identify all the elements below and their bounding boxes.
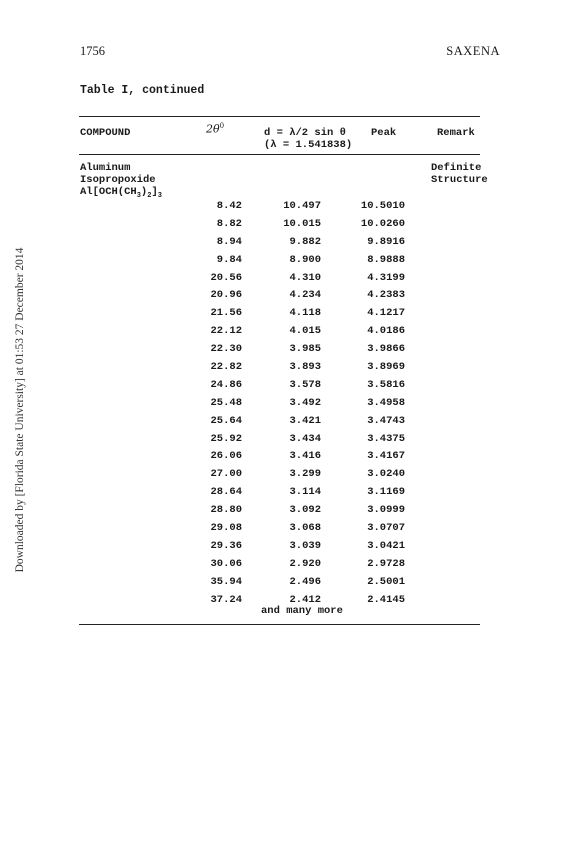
compound-line-2: Isopropoxide bbox=[80, 174, 156, 186]
cell-d-spacing: 4.234 bbox=[289, 289, 321, 302]
compound-name bbox=[80, 162, 162, 202]
cell-peak: 3.0421 bbox=[367, 539, 405, 552]
header-d-spacing: d = λ/2 sin θ bbox=[264, 127, 346, 139]
formula-sub-3: 3 bbox=[157, 192, 162, 201]
cell-peak: 3.4743 bbox=[367, 414, 405, 427]
table-row bbox=[0, 307, 576, 325]
table-row bbox=[0, 522, 576, 540]
cell-d-spacing: 10.015 bbox=[283, 217, 321, 230]
cell-d-spacing: 4.310 bbox=[289, 271, 321, 284]
compound-line-1: Aluminum bbox=[80, 162, 131, 174]
table-row bbox=[0, 361, 576, 379]
cell-d-spacing: 9.882 bbox=[289, 235, 321, 248]
cell-d-spacing: 3.299 bbox=[289, 468, 321, 481]
cell-d-spacing: 3.985 bbox=[289, 343, 321, 356]
cell-d-spacing: 3.492 bbox=[289, 396, 321, 409]
cell-peak: 10.5010 bbox=[360, 200, 405, 212]
cell-peak: 2.5001 bbox=[367, 575, 405, 588]
cell-d-spacing: 2.920 bbox=[289, 557, 321, 570]
table-top-rule bbox=[79, 116, 480, 117]
header-two-theta-sup: 0 bbox=[219, 122, 225, 130]
cell-d-spacing: 3.434 bbox=[289, 432, 321, 445]
cell-two-theta: 25.92 bbox=[210, 432, 242, 445]
formula-part-b: ) bbox=[140, 186, 148, 198]
cell-two-theta: 29.36 bbox=[210, 539, 242, 552]
table-caption: Table I, continued bbox=[80, 84, 205, 97]
formula-part-c: ] bbox=[151, 186, 158, 198]
cell-d-spacing: 3.578 bbox=[289, 378, 321, 391]
cell-peak: 8.9888 bbox=[367, 253, 405, 266]
remark bbox=[431, 162, 488, 186]
running-head: SAXENA bbox=[446, 44, 500, 58]
table-bottom-rule bbox=[79, 624, 480, 625]
formula-part-a: Al[OCH(CH bbox=[80, 186, 137, 198]
remark-line-1: Definite bbox=[431, 162, 482, 174]
header-two-theta-text: 2θ bbox=[206, 122, 220, 136]
cell-two-theta: 24.86 bbox=[210, 378, 242, 391]
cell-d-spacing: 3.893 bbox=[289, 361, 321, 374]
header-remark: Remark bbox=[437, 127, 475, 139]
cell-peak: 3.0999 bbox=[367, 504, 405, 517]
cell-peak: 3.0707 bbox=[367, 522, 405, 535]
table-row bbox=[0, 200, 576, 218]
cell-d-spacing: 2.496 bbox=[289, 575, 321, 588]
table-row bbox=[0, 272, 576, 290]
cell-peak: 3.8969 bbox=[367, 361, 405, 374]
header-compound: COMPOUND bbox=[80, 127, 131, 139]
cell-two-theta: 22.12 bbox=[210, 325, 242, 338]
header-peak: Peak bbox=[371, 127, 397, 139]
cell-peak: 3.9866 bbox=[367, 343, 405, 356]
download-watermark-text: Downloaded by [Florida State University] at 01:53 27 December 2014 bbox=[14, 247, 26, 573]
table-row bbox=[0, 486, 576, 504]
cell-d-spacing: 8.900 bbox=[289, 253, 321, 266]
cell-d-spacing: 3.416 bbox=[289, 450, 321, 463]
cell-peak: 4.0186 bbox=[367, 325, 405, 338]
cell-peak: 10.0260 bbox=[360, 217, 405, 230]
cell-two-theta: 22.82 bbox=[210, 361, 242, 374]
cell-two-theta: 37.24 bbox=[210, 593, 242, 606]
table-row bbox=[0, 468, 576, 486]
table-row bbox=[0, 433, 576, 451]
cell-peak: 2.9728 bbox=[367, 557, 405, 570]
cell-peak: 9.8916 bbox=[367, 235, 405, 248]
cell-two-theta: 20.96 bbox=[210, 289, 242, 302]
table-row bbox=[0, 558, 576, 576]
table-row bbox=[0, 236, 576, 254]
footer-note: and many more bbox=[261, 605, 343, 617]
cell-peak: 4.1217 bbox=[367, 307, 405, 320]
table-row bbox=[0, 325, 576, 343]
cell-two-theta: 28.64 bbox=[210, 486, 242, 499]
cell-two-theta: 8.42 bbox=[216, 200, 242, 212]
page-number: 1756 bbox=[80, 44, 105, 58]
cell-peak: 4.3199 bbox=[367, 271, 405, 284]
formula-sub-1: 3 bbox=[136, 192, 141, 201]
cell-two-theta: 22.30 bbox=[210, 343, 242, 356]
cell-two-theta: 25.64 bbox=[210, 414, 242, 427]
table-row bbox=[0, 379, 576, 397]
data-rows bbox=[0, 200, 576, 611]
remark-line-2: Structure bbox=[431, 174, 488, 186]
table-row bbox=[0, 540, 576, 558]
table-row bbox=[0, 218, 576, 236]
cell-peak: 3.4958 bbox=[367, 396, 405, 409]
table-row bbox=[0, 397, 576, 415]
cell-peak: 3.5816 bbox=[367, 378, 405, 391]
cell-d-spacing: 3.092 bbox=[289, 504, 321, 517]
table-row bbox=[0, 254, 576, 272]
header-wavelength: (λ = 1.541838) bbox=[264, 139, 353, 151]
cell-peak: 3.1169 bbox=[367, 486, 405, 499]
cell-d-spacing: 3.421 bbox=[289, 414, 321, 427]
table-row bbox=[0, 415, 576, 433]
cell-d-spacing: 10.497 bbox=[283, 200, 321, 212]
cell-peak: 2.4145 bbox=[367, 593, 405, 606]
cell-two-theta: 8.94 bbox=[216, 235, 242, 248]
cell-two-theta: 26.06 bbox=[210, 450, 242, 463]
cell-peak: 3.4375 bbox=[367, 432, 405, 445]
cell-d-spacing: 4.118 bbox=[289, 307, 321, 320]
cell-d-spacing: 4.015 bbox=[289, 325, 321, 338]
cell-two-theta: 27.00 bbox=[210, 468, 242, 481]
cell-peak: 3.4167 bbox=[367, 450, 405, 463]
cell-two-theta: 21.56 bbox=[210, 307, 242, 320]
cell-two-theta: 30.06 bbox=[210, 557, 242, 570]
cell-two-theta: 35.94 bbox=[210, 575, 242, 588]
cell-two-theta: 29.08 bbox=[210, 522, 242, 535]
header-two-theta bbox=[206, 122, 224, 136]
cell-two-theta: 8.82 bbox=[216, 217, 242, 230]
table-row bbox=[0, 289, 576, 307]
table-row bbox=[0, 504, 576, 522]
table-row bbox=[0, 343, 576, 361]
cell-two-theta: 20.56 bbox=[210, 271, 242, 284]
formula-sub-2: 2 bbox=[147, 192, 152, 201]
cell-peak: 4.2383 bbox=[367, 289, 405, 302]
table-row bbox=[0, 450, 576, 468]
cell-two-theta: 28.80 bbox=[210, 504, 242, 517]
cell-peak: 3.0240 bbox=[367, 468, 405, 481]
cell-d-spacing: 3.068 bbox=[289, 522, 321, 535]
cell-two-theta: 9.84 bbox=[216, 253, 242, 266]
table-header-rule bbox=[79, 154, 480, 155]
table-row bbox=[0, 576, 576, 594]
cell-d-spacing: 2.412 bbox=[289, 593, 321, 606]
cell-d-spacing: 3.114 bbox=[289, 486, 321, 499]
cell-d-spacing: 3.039 bbox=[289, 539, 321, 552]
cell-two-theta: 25.48 bbox=[210, 396, 242, 409]
